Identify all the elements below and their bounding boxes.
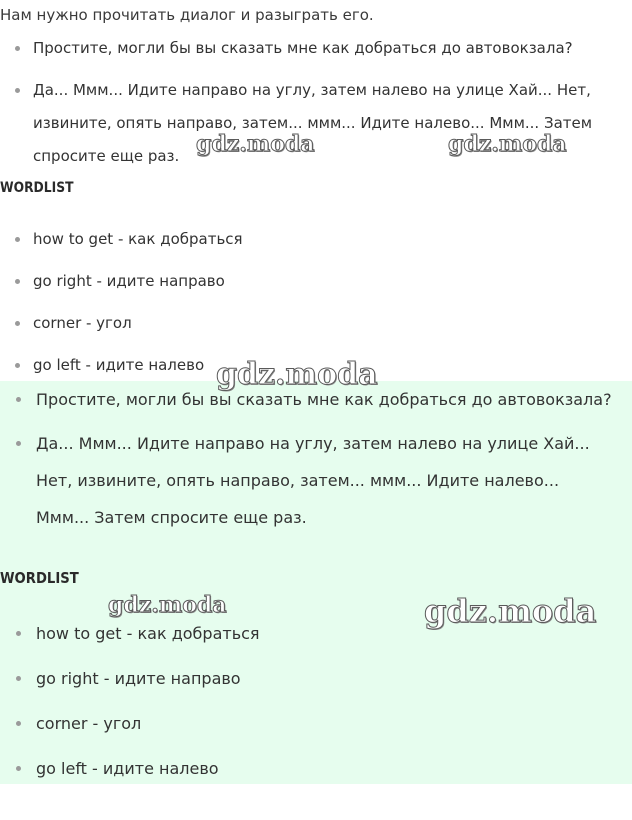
intro-text: Нам нужно прочитать диалог и разыграть его. xyxy=(0,6,374,24)
dialogue-list-highlighted xyxy=(0,381,615,536)
dialogue-line: Простите, могли бы вы сказать мне как добраться до автовокзала? xyxy=(0,32,600,65)
wordlist-item: how to get - как добраться xyxy=(0,615,600,652)
watermark: gdz.moda xyxy=(216,357,378,392)
dialogue-line: Простите, могли бы вы сказать мне как добраться до автовокзала? xyxy=(0,381,615,418)
watermark: gdz.moda xyxy=(108,592,227,618)
wordlist-item: how to get - как добраться xyxy=(0,223,600,256)
wordlist-heading: WORDLIST xyxy=(0,180,74,196)
wordlist-item: corner - угол xyxy=(0,307,600,340)
watermark: gdz.moda xyxy=(424,592,597,630)
wordlist-highlighted xyxy=(0,615,600,787)
dialogue-line: Да... Ммм... Идите направо на углу, затем налево на улице Хай... Нет, извините, опять направо, затем... ммм... Идите налево... Ммм... Затем спросите еще раз. xyxy=(0,74,600,173)
highlight-block xyxy=(0,381,632,784)
watermark: gdz.moda xyxy=(448,131,567,157)
wordlist-item: go right - идите направо xyxy=(0,660,600,697)
wordlist-heading-highlighted: WORDLIST xyxy=(0,569,79,587)
watermark: gdz.moda xyxy=(196,131,315,157)
wordlist-item: go right - идите направо xyxy=(0,265,600,298)
wordlist-item: corner - угол xyxy=(0,705,600,742)
wordlist-item: go left - идите налево xyxy=(0,750,600,787)
dialogue-line: Да... Ммм... Идите направо на углу, затем налево на улице Хай... Нет, извините, опять направо, затем... ммм... Идите налево... Ммм... Затем спросите еще раз. xyxy=(0,425,615,536)
wordlist-item: go left - идите налево xyxy=(0,349,600,382)
